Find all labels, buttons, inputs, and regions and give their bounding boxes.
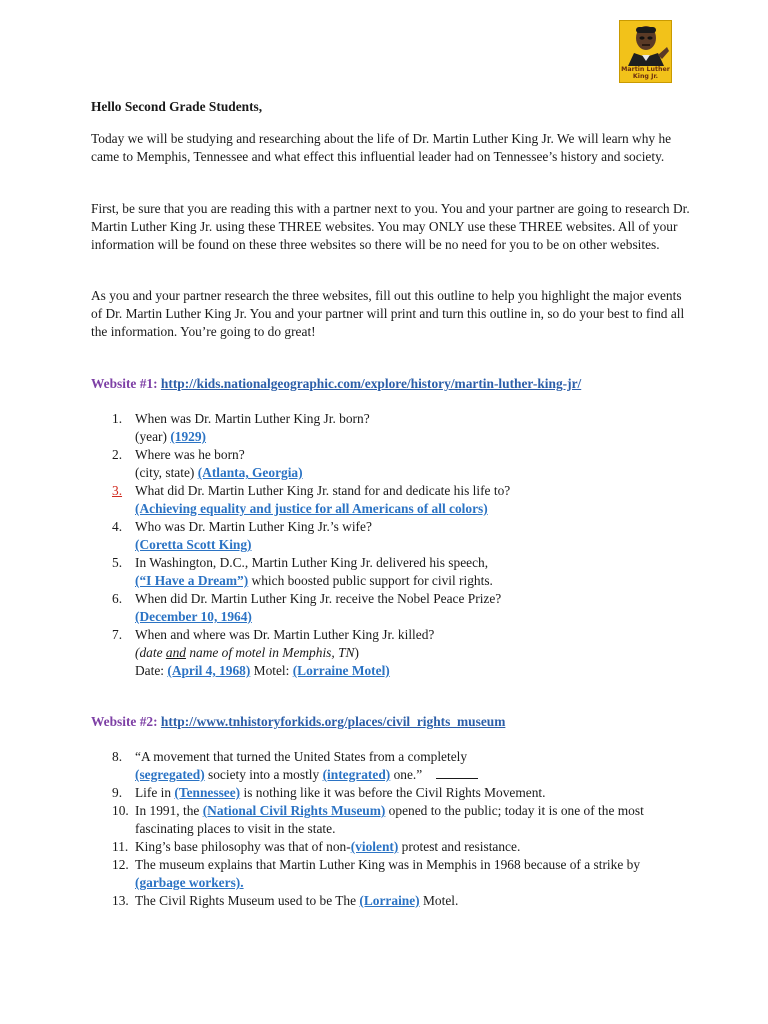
question-2 xyxy=(112,446,692,482)
question-text: When was Dr. Martin Luther King Jr. born? xyxy=(135,411,370,426)
question-number: 1. xyxy=(112,411,123,426)
question-number: 8. xyxy=(112,749,123,764)
question-4 xyxy=(112,518,692,554)
outline-paragraph: As you and your partner research the three websites, fill out this outline to help you highlight the major events of Dr. Martin Luther King Jr. You and your partner will print and turn this outline in, so do your best to find all the information. You’re going to do great! xyxy=(91,288,685,339)
answer-blank-line xyxy=(436,766,478,779)
answer: (1929) xyxy=(170,429,207,444)
question-text: King’s base philosophy was that of non- xyxy=(135,839,351,854)
question-text-end: protest and resistance. xyxy=(398,839,521,854)
question-10 xyxy=(112,802,692,838)
question-text: Life in xyxy=(135,785,175,800)
date-label: Date: xyxy=(135,663,168,678)
question-number: 12. xyxy=(112,857,129,872)
question-text: What did Dr. Martin Luther King Jr. stand for and dedicate his life to? xyxy=(135,483,511,498)
hint-part: name of motel in Memphis, TN xyxy=(185,645,355,660)
question-text: “A movement that turned the United States from a completely xyxy=(135,749,468,764)
question-number: 7. xyxy=(112,627,123,642)
question-number: 6. xyxy=(112,591,123,606)
hint-and: and xyxy=(165,645,186,660)
intro-paragraph: Today we will be studying and researching about the life of Dr. Martin Luther King Jr. We will learn why he came to Memphis, Tennessee and what effect this influential leader had on Tennessee’s history and society. xyxy=(91,131,672,164)
question-3 xyxy=(112,482,692,518)
logo-text-line2: King Jr. xyxy=(632,73,659,80)
answer-prefix: (city, state) xyxy=(135,465,198,480)
answer: (National Civil Rights Museum) xyxy=(202,803,386,818)
hint-part: ) xyxy=(354,645,359,660)
question-number: 5. xyxy=(112,555,123,570)
website2-heading xyxy=(91,713,691,731)
website2-link[interactable]: http://www.tnhistoryforkids.org/places/civil_rights_museum xyxy=(160,714,506,729)
answer: (“I Have a Dream”) xyxy=(135,573,249,588)
greeting: Hello Second Grade Students, xyxy=(91,99,263,114)
question-number: 13. xyxy=(112,893,129,908)
website1-questions xyxy=(112,410,692,680)
portrait-icon xyxy=(620,21,673,66)
website1-heading xyxy=(91,375,691,393)
question-8 xyxy=(112,748,692,784)
question-text: Where was he born? xyxy=(135,447,245,462)
question-text-end: is nothing like it was before the Civil Rights Movement. xyxy=(240,785,546,800)
question-number: 10. xyxy=(112,803,129,818)
question-11 xyxy=(112,838,692,856)
question-9 xyxy=(112,784,692,802)
question-1 xyxy=(112,410,692,446)
question-7 xyxy=(112,626,692,680)
motel-answer: (Lorraine Motel) xyxy=(292,663,390,678)
question-number: 4. xyxy=(112,519,123,534)
answer: (garbage workers). xyxy=(135,875,244,890)
date-answer: (April 4, 1968) xyxy=(167,663,251,678)
answer: (Coretta Scott King) xyxy=(135,537,252,552)
answer: (Tennessee) xyxy=(174,785,241,800)
motel-label: Motel: xyxy=(250,663,293,678)
question-6 xyxy=(112,590,692,626)
answer: (Atlanta, Georgia) xyxy=(197,465,303,480)
question-13 xyxy=(112,892,692,910)
answer-prefix: (year) xyxy=(135,429,171,444)
question-number: 9. xyxy=(112,785,123,800)
instructions-paragraph: First, be sure that you are reading this with a partner next to you. You and your partner are going to research Dr. Martin Luther King Jr. using these THREE websites. You may ONLY use these THREE websites. All of your information will be found on these three websites so there will be no need for you to be on other websites. xyxy=(91,201,690,252)
question-text-end: opened to the public; today it is one of the most fascinating places to visit in the state. xyxy=(135,803,644,836)
answer: (segregated) xyxy=(135,767,205,782)
question-number: 3. xyxy=(112,483,123,498)
website2-label: Website #2: xyxy=(91,714,161,729)
website1-link[interactable]: http://kids.nationalgeographic.com/explore/history/martin-luther-king-jr/ xyxy=(160,376,582,391)
hint-part: (date xyxy=(135,645,166,660)
question-5 xyxy=(112,554,692,590)
question-number: 2. xyxy=(112,447,123,462)
question-text: When did Dr. Martin Luther King Jr. receive the Nobel Peace Prize? xyxy=(135,591,502,606)
question-text: Who was Dr. Martin Luther King Jr.’s wife? xyxy=(135,519,372,534)
answer-suffix: which boosted public support for civil rights. xyxy=(248,573,493,588)
question-text: The museum explains that Martin Luther King was in Memphis in 1968 because of a strike by xyxy=(135,857,641,872)
question-number: 11. xyxy=(112,839,129,854)
mlk-logo xyxy=(619,20,672,83)
question-text: In Washington, D.C., Martin Luther King Jr. delivered his speech, xyxy=(135,555,489,570)
website2-questions xyxy=(112,748,692,910)
question-text: The Civil Rights Museum used to be The xyxy=(135,893,360,908)
question-12 xyxy=(112,856,692,892)
answer: (violent) xyxy=(350,839,399,854)
question-text: When and where was Dr. Martin Luther King Jr. killed? xyxy=(135,627,435,642)
question-text-mid: society into a mostly xyxy=(204,767,323,782)
answer: (integrated) xyxy=(322,767,391,782)
logo-text-line1: Martin Luther xyxy=(621,66,670,73)
question-text-end: Motel. xyxy=(419,893,459,908)
answer: (Achieving equality and justice for all Americans of all colors) xyxy=(135,501,488,516)
answer: (Lorraine) xyxy=(359,893,420,908)
answer: (December 10, 1964) xyxy=(135,609,252,624)
question-hint xyxy=(135,644,692,662)
question-text-end: one.” xyxy=(390,767,423,782)
question-text: In 1991, the xyxy=(135,803,203,818)
website1-label: Website #1: xyxy=(91,376,161,391)
